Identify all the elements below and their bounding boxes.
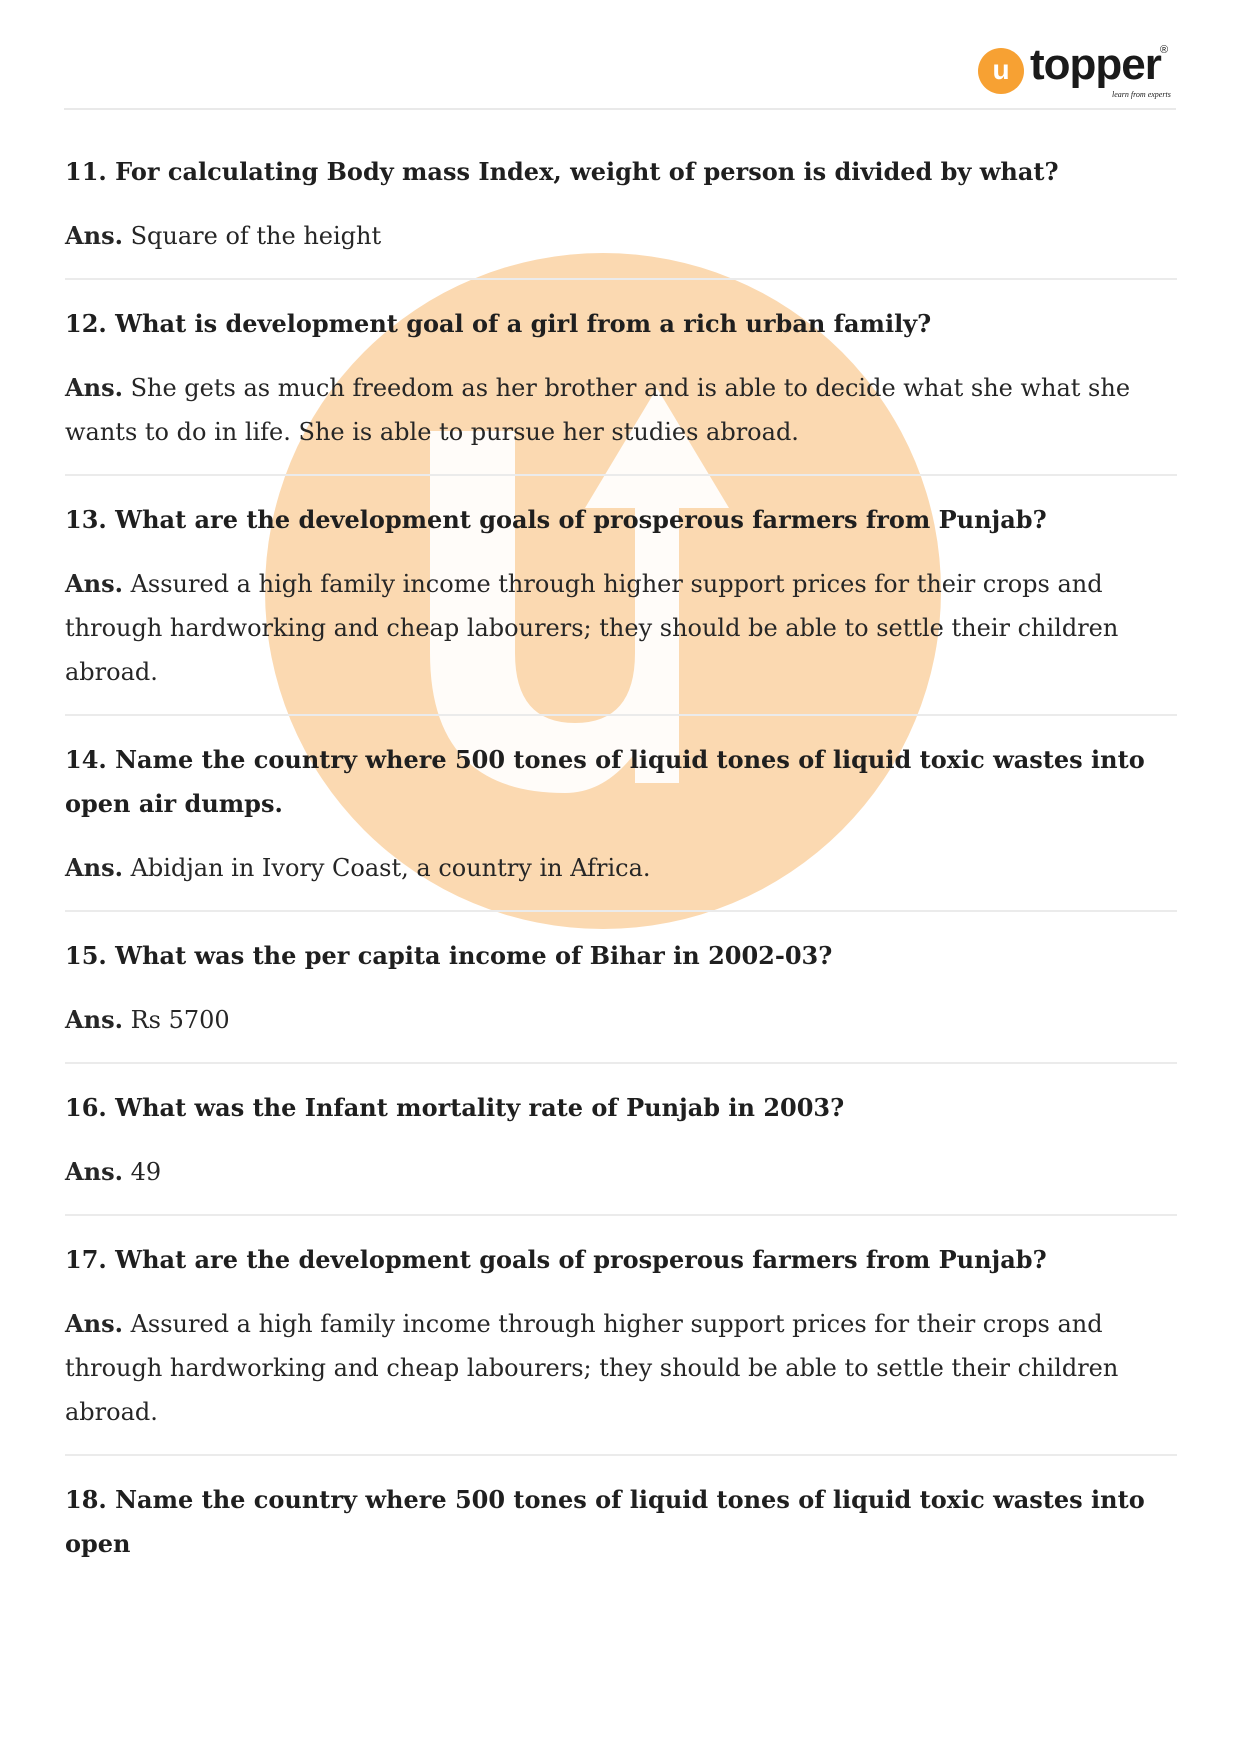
qa-item: [65, 738, 1177, 912]
answer-text: [65, 562, 1177, 694]
answer-body: She gets as much freedom as her brother and is able to decide what she what she wants to do in life. She is able to pursue her studies abroad.: [65, 374, 1131, 446]
qa-item: [65, 150, 1177, 280]
logo-mark-icon: u: [978, 48, 1024, 94]
qa-item: [65, 934, 1177, 1064]
question-text: 15. What was the per capita income of Bihar in 2002-03?: [65, 941, 833, 970]
qa-item: [65, 1238, 1177, 1456]
answer-body: Abidjan in Ivory Coast, a country in Africa.: [130, 854, 651, 882]
answer-label: Ans.: [65, 569, 123, 598]
answer-text: [65, 1150, 1177, 1194]
qa-item: [65, 302, 1177, 476]
question-text: 13. What are the development goals of prosperous farmers from Punjab?: [65, 505, 1047, 534]
question-text: 11. For calculating Body mass Index, weight of person is divided by what?: [65, 157, 1059, 186]
logo-tagline: learn from experts: [1112, 90, 1171, 99]
answer-body: Rs 5700: [130, 1006, 230, 1034]
answer-text: [65, 846, 1177, 890]
qa-item: [65, 1086, 1177, 1216]
question-text: 17. What are the development goals of prosperous farmers from Punjab?: [65, 1245, 1047, 1274]
answer-body: 49: [130, 1158, 162, 1186]
answer-label: Ans.: [65, 1309, 123, 1338]
question-text: 12. What is development goal of a girl from a rich urban family?: [65, 309, 932, 338]
answer-text: [65, 1302, 1177, 1434]
answer-text: [65, 998, 1177, 1042]
brand-logo: [978, 40, 1178, 106]
answer-text: [65, 366, 1177, 454]
answer-body: Assured a high family income through higher support prices for their crops and through hardworking and cheap labourers; they should be able to settle their children abroad.: [65, 570, 1119, 686]
qa-item: [65, 1478, 1177, 1606]
answer-body: Assured a high family income through higher support prices for their crops and through hardworking and cheap labourers; they should be able to settle their children abroad.: [65, 1310, 1119, 1426]
answer-label: Ans.: [65, 221, 123, 250]
page-header: [0, 0, 1240, 112]
qa-item: [65, 498, 1177, 716]
logo-wordmark: topper: [1030, 40, 1161, 89]
answer-label: Ans.: [65, 853, 123, 882]
question-text: 14. Name the country where 500 tones of liquid tones of liquid toxic wastes into open air dumps.: [65, 745, 1145, 818]
answer-label: Ans.: [65, 1005, 123, 1034]
answer-text: [65, 214, 1177, 258]
question-text: 16. What was the Infant mortality rate of Punjab in 2003?: [65, 1093, 845, 1122]
answer-label: Ans.: [65, 1157, 123, 1186]
answer-label: Ans.: [65, 373, 123, 402]
registered-mark: ®: [1160, 44, 1169, 56]
header-divider: [64, 108, 1176, 110]
question-text: 18. Name the country where 500 tones of liquid tones of liquid toxic wastes into open: [65, 1485, 1145, 1558]
answer-body: Square of the height: [130, 222, 382, 250]
qa-list: [65, 150, 1177, 1628]
